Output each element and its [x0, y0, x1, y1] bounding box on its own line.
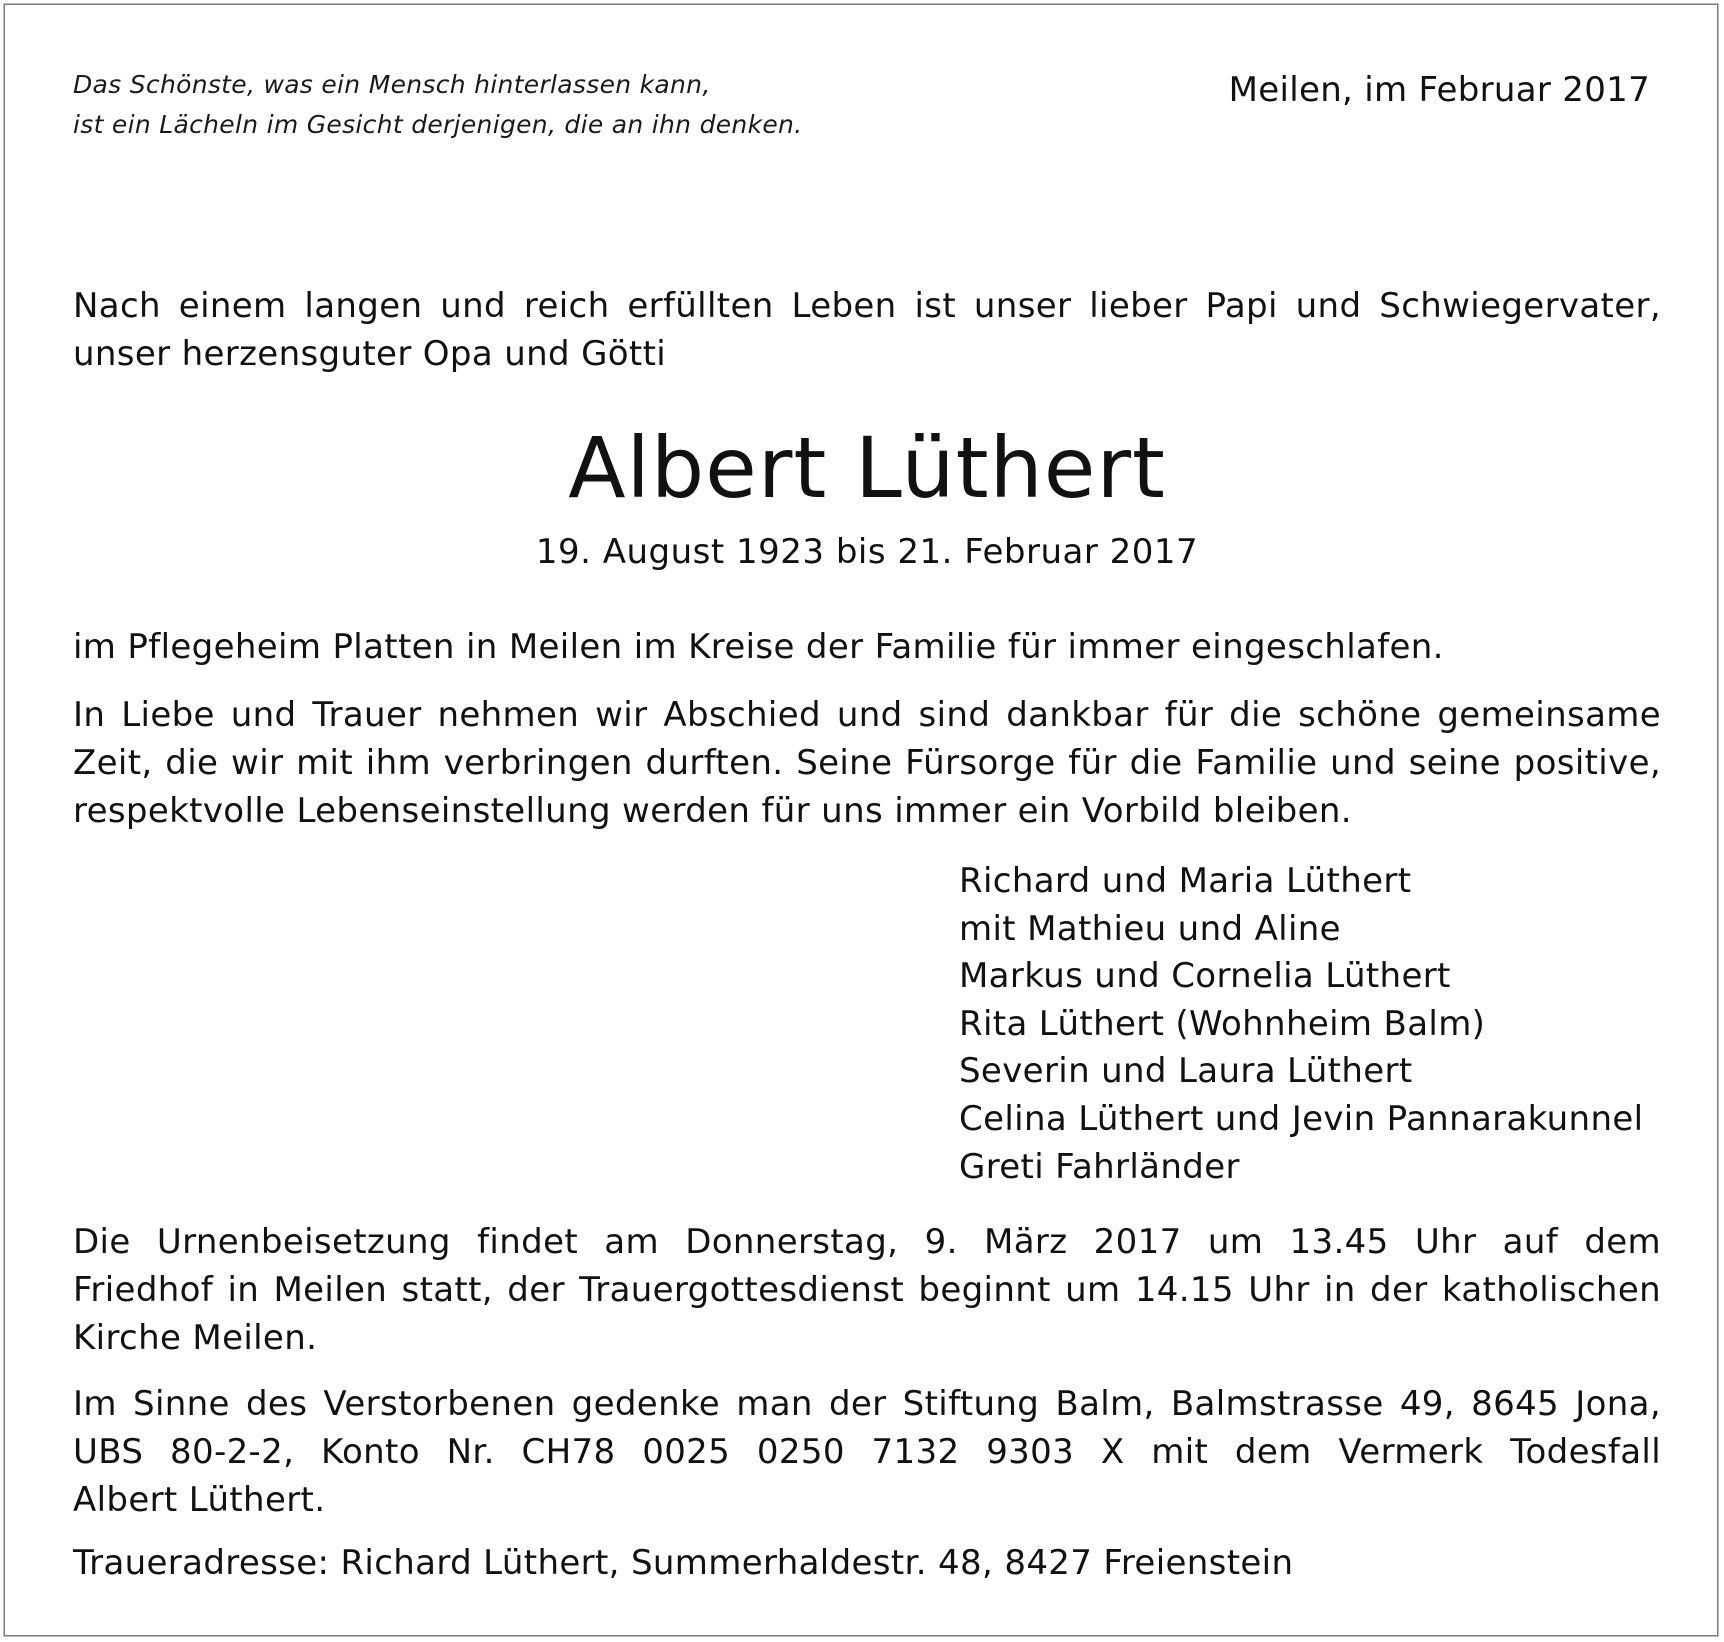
mourners-list	[959, 858, 1643, 1191]
donation-line: UBS 80-2-2, Konto Nr. CH78 0025 0250 7132 9303 X mit dem Vermerk Todesfall	[73, 1432, 1661, 1472]
life-dates: 19. August 1923 bis 21. Februar 2017	[535, 532, 1199, 572]
donation-paragraph	[73, 1380, 1661, 1524]
mourner-entry: mit Mathieu und Aline	[959, 908, 1341, 949]
donation-line: Albert Lüthert.	[73, 1480, 326, 1520]
burial-line: Die Urnenbeisetzung findet am Donnerstag, 9. März 2017 um 13.45 Uhr auf dem	[73, 1222, 1661, 1262]
motto-quote	[73, 65, 802, 145]
mourner-entry: Greti Fahrländer	[959, 1146, 1240, 1187]
mourner-entry: Markus und Cornelia Lüthert	[959, 956, 1451, 997]
intro-line: unser herzensguter Opa und Götti	[73, 334, 667, 374]
mourning-address: Traueradresse: Richard Lüthert, Summerhaldestr. 48, 8427 Freienstein	[73, 1543, 1294, 1583]
farewell-paragraph	[73, 691, 1661, 835]
deceased-name: Albert Lüthert	[568, 419, 1166, 517]
intro-line: Nach einem langen und reich erfüllten Leben ist unser lieber Papi und Schwiegervater,	[73, 286, 1661, 326]
burial-line: Friedhof in Meilen statt, der Trauergottesdienst beginnt um 14.15 Uhr in der katholischen	[73, 1270, 1661, 1310]
motto-line: Das Schönste, was ein Mensch hinterlassen kann,	[73, 70, 711, 99]
notice-frame	[4, 4, 1718, 1636]
farewell-line: In Liebe und Trauer nehmen wir Abschied und sind dankbar für die schöne gemeinsame	[73, 695, 1661, 735]
burial-line: Kirche Meilen.	[73, 1318, 318, 1358]
motto-line: ist ein Lächeln im Gesicht derjenigen, die an ihn denken.	[73, 110, 803, 139]
intro-paragraph	[73, 282, 1661, 378]
farewell-line: Zeit, die wir mit ihm verbringen durften. Seine Fürsorge für die Familie und seine positive,	[73, 743, 1661, 783]
donation-line: Im Sinne des Verstorbenen gedenke man der Stiftung Balm, Balmstrasse 49, 8645 Jona,	[73, 1384, 1661, 1424]
place-date: Meilen, im Februar 2017	[1228, 70, 1650, 110]
mourner-entry: Richard und Maria Lüthert	[959, 861, 1412, 901]
mourner-entry: Severin und Laura Lüthert	[959, 1051, 1413, 1092]
mourner-entry: Rita Lüthert (Wohnheim Balm)	[959, 1003, 1486, 1044]
passing-line: im Pflegeheim Platten in Meilen im Kreise der Familie für immer eingeschlafen.	[73, 627, 1444, 667]
farewell-line: respektvolle Lebenseinstellung werden für uns immer ein Vorbild bleiben.	[73, 791, 1352, 831]
burial-paragraph	[73, 1218, 1661, 1362]
mourner-entry: Celina Lüthert und Jevin Pannarakunnel	[959, 1098, 1644, 1139]
